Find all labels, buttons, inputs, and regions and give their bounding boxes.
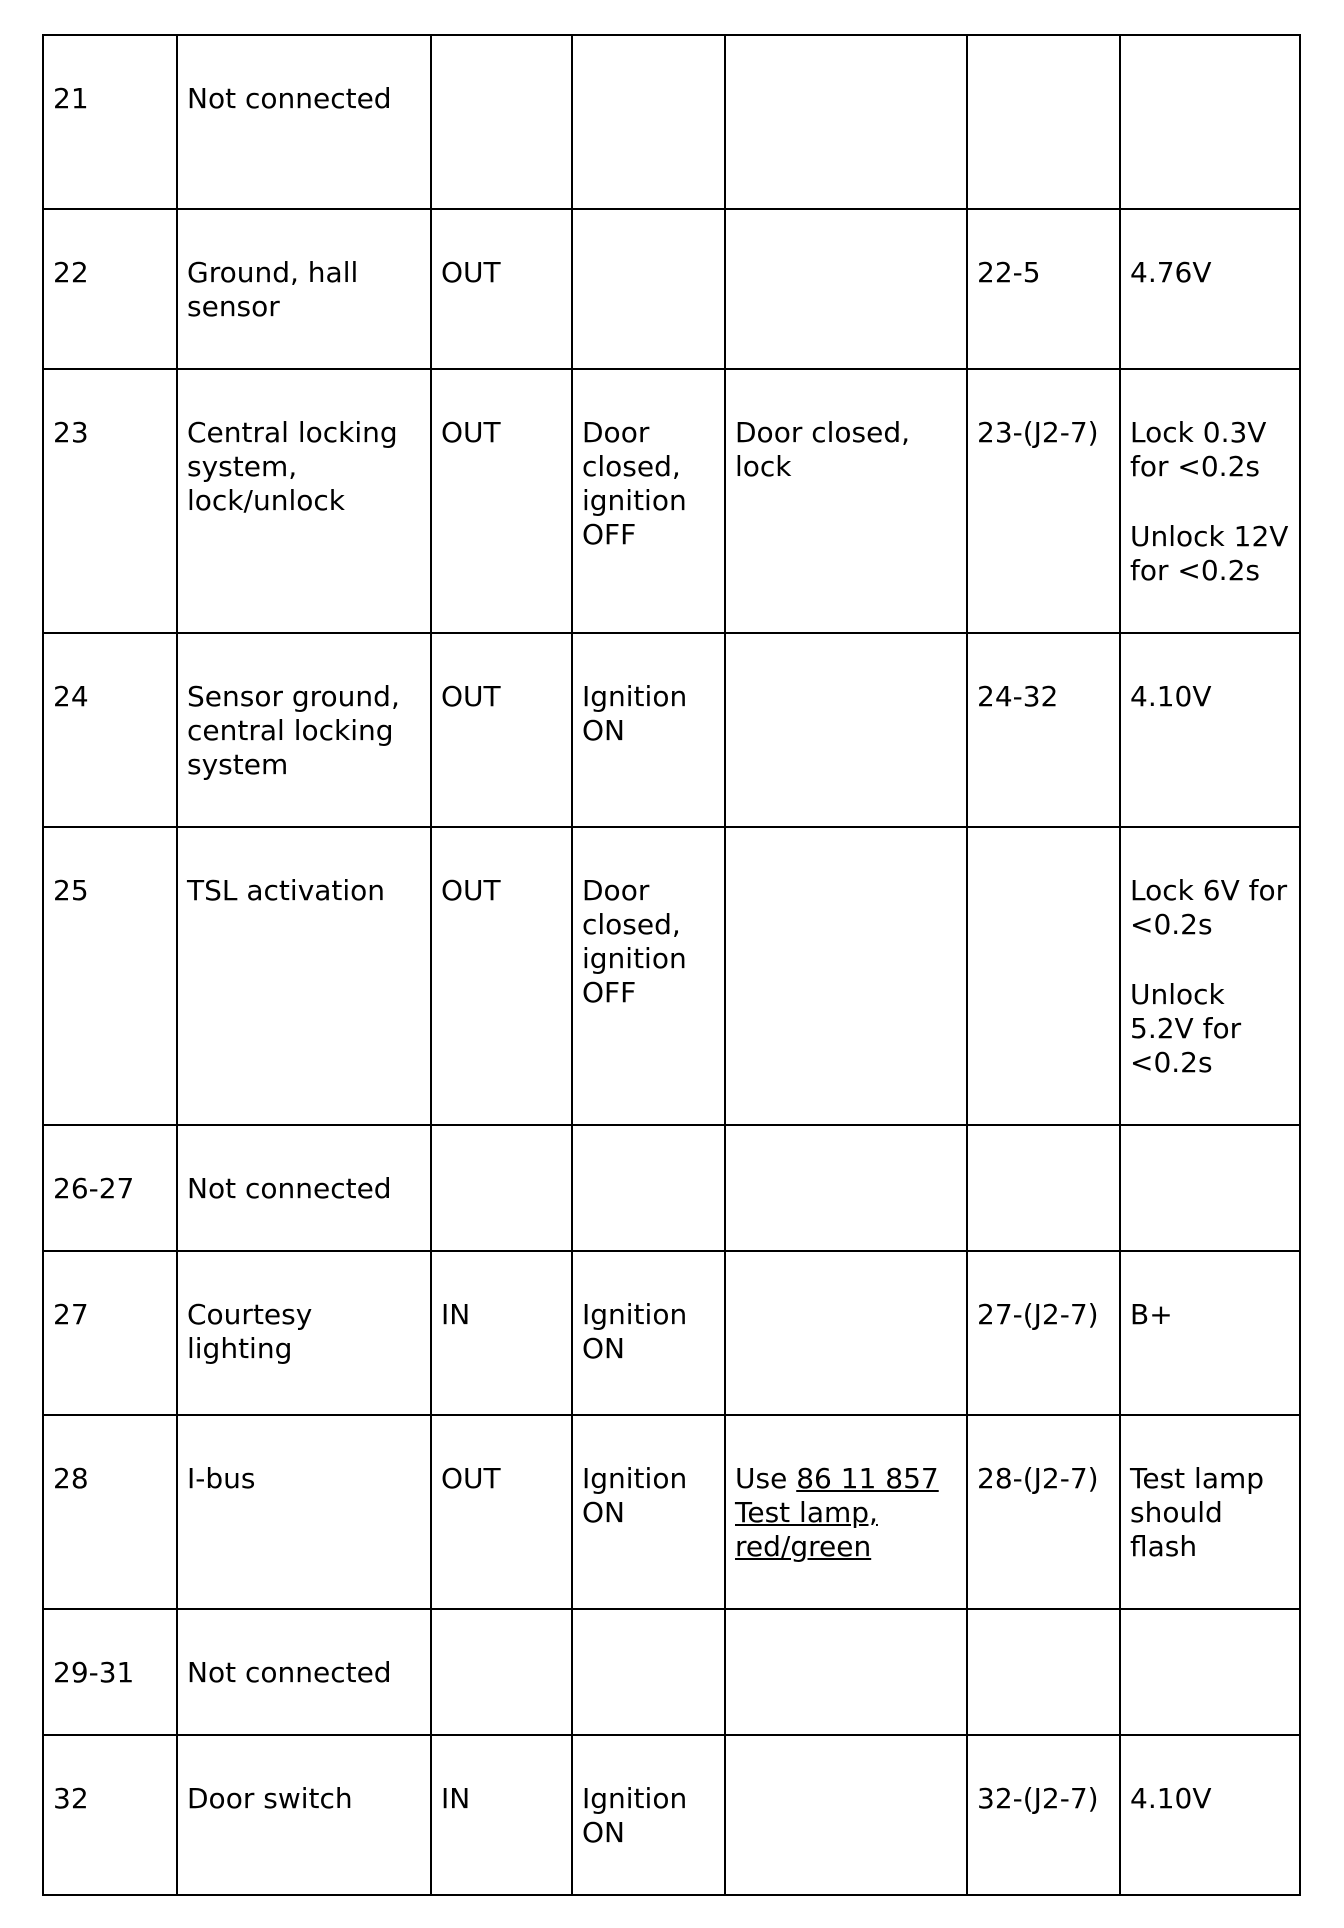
function-text: Not connected	[187, 1656, 392, 1689]
function-text: lighting	[187, 1332, 293, 1365]
value-cell	[1120, 633, 1300, 827]
function-cell	[177, 1125, 431, 1251]
measure-cell	[967, 369, 1120, 633]
test-cell	[725, 633, 967, 827]
condition-cell	[572, 1251, 725, 1415]
condition-text: ON	[582, 1816, 625, 1849]
direction-cell	[431, 1415, 572, 1609]
condition-text: OFF	[582, 518, 637, 551]
value-cell	[1120, 1125, 1300, 1251]
direction-text: OUT	[441, 416, 501, 449]
pin-table-body	[43, 35, 1300, 1895]
function-text: Ground, hall	[187, 256, 359, 289]
function-text: Door switch	[187, 1782, 353, 1815]
direction-cell	[431, 369, 572, 633]
pin-cell	[43, 633, 177, 827]
condition-text: closed,	[582, 450, 681, 483]
value-text: flash	[1130, 1530, 1198, 1563]
function-text: lock/unlock	[187, 484, 345, 517]
table-row	[43, 1125, 1300, 1251]
value-text: 4.10V	[1130, 1782, 1212, 1815]
test-reference-link[interactable]: Test lamp,	[735, 1496, 878, 1529]
pin-number: 21	[53, 82, 89, 115]
condition-text: ignition	[582, 484, 687, 517]
pin-cell	[43, 369, 177, 633]
test-cell	[725, 1415, 967, 1609]
function-cell	[177, 369, 431, 633]
table-row	[43, 209, 1300, 369]
function-text: Courtesy	[187, 1298, 313, 1331]
condition-text: ignition	[582, 942, 687, 975]
table-row	[43, 1735, 1300, 1895]
measure-text: 32-(J2-7)	[977, 1782, 1099, 1815]
function-text: I-bus	[187, 1462, 256, 1495]
function-cell	[177, 35, 431, 209]
direction-text: OUT	[441, 680, 501, 713]
test-line	[735, 1496, 958, 1530]
measure-text: 23-(J2-7)	[977, 416, 1099, 449]
value-text: 4.76V	[1130, 256, 1212, 289]
pin-number: 25	[53, 874, 89, 907]
condition-text: ON	[582, 1496, 625, 1529]
test-line	[735, 1462, 958, 1496]
measure-cell	[967, 1735, 1120, 1895]
condition-text: Ignition	[582, 1298, 688, 1331]
direction-cell	[431, 1251, 572, 1415]
table-row	[43, 369, 1300, 633]
measure-cell	[967, 633, 1120, 827]
value-cell	[1120, 1415, 1300, 1609]
condition-cell	[572, 1415, 725, 1609]
pin-cell	[43, 1251, 177, 1415]
direction-cell	[431, 1735, 572, 1895]
value-text: Unlock	[1130, 978, 1225, 1011]
value-text: should	[1130, 1496, 1223, 1529]
pin-number: 27	[53, 1298, 89, 1331]
function-cell	[177, 1735, 431, 1895]
function-cell	[177, 633, 431, 827]
pin-number: 23	[53, 416, 89, 449]
test-cell	[725, 369, 967, 633]
value-text: Test lamp	[1130, 1462, 1265, 1495]
value-text: 4.10V	[1130, 680, 1212, 713]
value-cell	[1120, 369, 1300, 633]
condition-text: Ignition	[582, 1782, 688, 1815]
measure-cell	[967, 209, 1120, 369]
function-text: system	[187, 748, 289, 781]
test-text: Use	[735, 1462, 797, 1495]
condition-text: OFF	[582, 976, 637, 1009]
test-cell	[725, 1125, 967, 1251]
value-text: Unlock 12V	[1130, 520, 1289, 553]
value-text: <0.2s	[1130, 908, 1213, 941]
direction-text: IN	[441, 1782, 471, 1815]
pin-cell	[43, 827, 177, 1125]
condition-text: ON	[582, 714, 625, 747]
function-cell	[177, 209, 431, 369]
value-cell	[1120, 35, 1300, 209]
value-cell	[1120, 1735, 1300, 1895]
pin-number: 28	[53, 1462, 89, 1495]
test-line	[735, 450, 958, 484]
measure-text: 24-32	[977, 680, 1059, 713]
pin-number: 22	[53, 256, 89, 289]
measure-cell	[967, 827, 1120, 1125]
value-cell	[1120, 827, 1300, 1125]
direction-text: IN	[441, 1298, 471, 1331]
value-text: B+	[1130, 1298, 1173, 1331]
table-row	[43, 1251, 1300, 1415]
table-row	[43, 633, 1300, 827]
value-cell	[1120, 1609, 1300, 1735]
measure-cell	[967, 35, 1120, 209]
pin-table	[42, 34, 1301, 1896]
direction-text: OUT	[441, 256, 501, 289]
function-cell	[177, 827, 431, 1125]
function-text: Not connected	[187, 1172, 392, 1205]
function-cell	[177, 1251, 431, 1415]
value-text: 5.2V for	[1130, 1012, 1242, 1045]
measure-text: 28-(J2-7)	[977, 1462, 1099, 1495]
pin-number: 26-27	[53, 1172, 135, 1205]
test-text: lock	[735, 450, 792, 483]
measure-cell	[967, 1125, 1120, 1251]
measure-cell	[967, 1415, 1120, 1609]
value-cell	[1120, 1251, 1300, 1415]
value-text: for <0.2s	[1130, 450, 1260, 483]
condition-cell	[572, 35, 725, 209]
measure-cell	[967, 1251, 1120, 1415]
pin-cell	[43, 1609, 177, 1735]
test-cell	[725, 1251, 967, 1415]
direction-text: OUT	[441, 1462, 501, 1495]
function-text: Not connected	[187, 82, 392, 115]
measure-text: 22-5	[977, 256, 1041, 289]
condition-cell	[572, 369, 725, 633]
direction-text: OUT	[441, 874, 501, 907]
pin-cell	[43, 1125, 177, 1251]
table-row	[43, 827, 1300, 1125]
value-text: Lock 6V for	[1130, 874, 1288, 907]
condition-text: Ignition	[582, 680, 688, 713]
test-cell	[725, 1735, 967, 1895]
function-text: Sensor ground,	[187, 680, 400, 713]
value-text: for <0.2s	[1130, 554, 1260, 587]
pin-cell	[43, 35, 177, 209]
value-text: Lock 0.3V	[1130, 416, 1267, 449]
direction-cell	[431, 209, 572, 369]
function-cell	[177, 1609, 431, 1735]
condition-cell	[572, 1735, 725, 1895]
direction-cell	[431, 633, 572, 827]
direction-cell	[431, 1125, 572, 1251]
test-cell	[725, 827, 967, 1125]
direction-cell	[431, 35, 572, 209]
function-text: system,	[187, 450, 298, 483]
condition-cell	[572, 1609, 725, 1735]
value-spacer	[1130, 484, 1291, 520]
function-text: TSL activation	[187, 874, 386, 907]
test-cell	[725, 1609, 967, 1735]
value-cell	[1120, 209, 1300, 369]
pin-cell	[43, 209, 177, 369]
condition-text: closed,	[582, 908, 681, 941]
condition-text: ON	[582, 1332, 625, 1365]
table-row	[43, 1415, 1300, 1609]
pin-cell	[43, 1735, 177, 1895]
condition-cell	[572, 209, 725, 369]
condition-cell	[572, 827, 725, 1125]
condition-cell	[572, 633, 725, 827]
condition-text: Door	[582, 874, 650, 907]
function-text: sensor	[187, 290, 280, 323]
test-reference-link[interactable]: 86 11 857	[796, 1462, 939, 1495]
function-text: central locking	[187, 714, 394, 747]
pin-number: 29-31	[53, 1656, 135, 1689]
value-spacer	[1130, 942, 1291, 978]
pin-number: 32	[53, 1782, 89, 1815]
pin-number: 24	[53, 680, 89, 713]
test-line	[735, 416, 958, 450]
direction-cell	[431, 1609, 572, 1735]
test-text: Door closed,	[735, 416, 911, 449]
condition-text: Ignition	[582, 1462, 688, 1495]
measure-cell	[967, 1609, 1120, 1735]
function-text: Central locking	[187, 416, 398, 449]
test-cell	[725, 35, 967, 209]
value-text: <0.2s	[1130, 1046, 1213, 1079]
measure-text: 27-(J2-7)	[977, 1298, 1099, 1331]
test-line	[735, 1530, 958, 1564]
condition-cell	[572, 1125, 725, 1251]
test-reference-link[interactable]: red/green	[735, 1530, 872, 1563]
test-cell	[725, 209, 967, 369]
direction-cell	[431, 827, 572, 1125]
condition-text: Door	[582, 416, 650, 449]
pin-cell	[43, 1415, 177, 1609]
table-row	[43, 1609, 1300, 1735]
table-row	[43, 35, 1300, 209]
function-cell	[177, 1415, 431, 1609]
